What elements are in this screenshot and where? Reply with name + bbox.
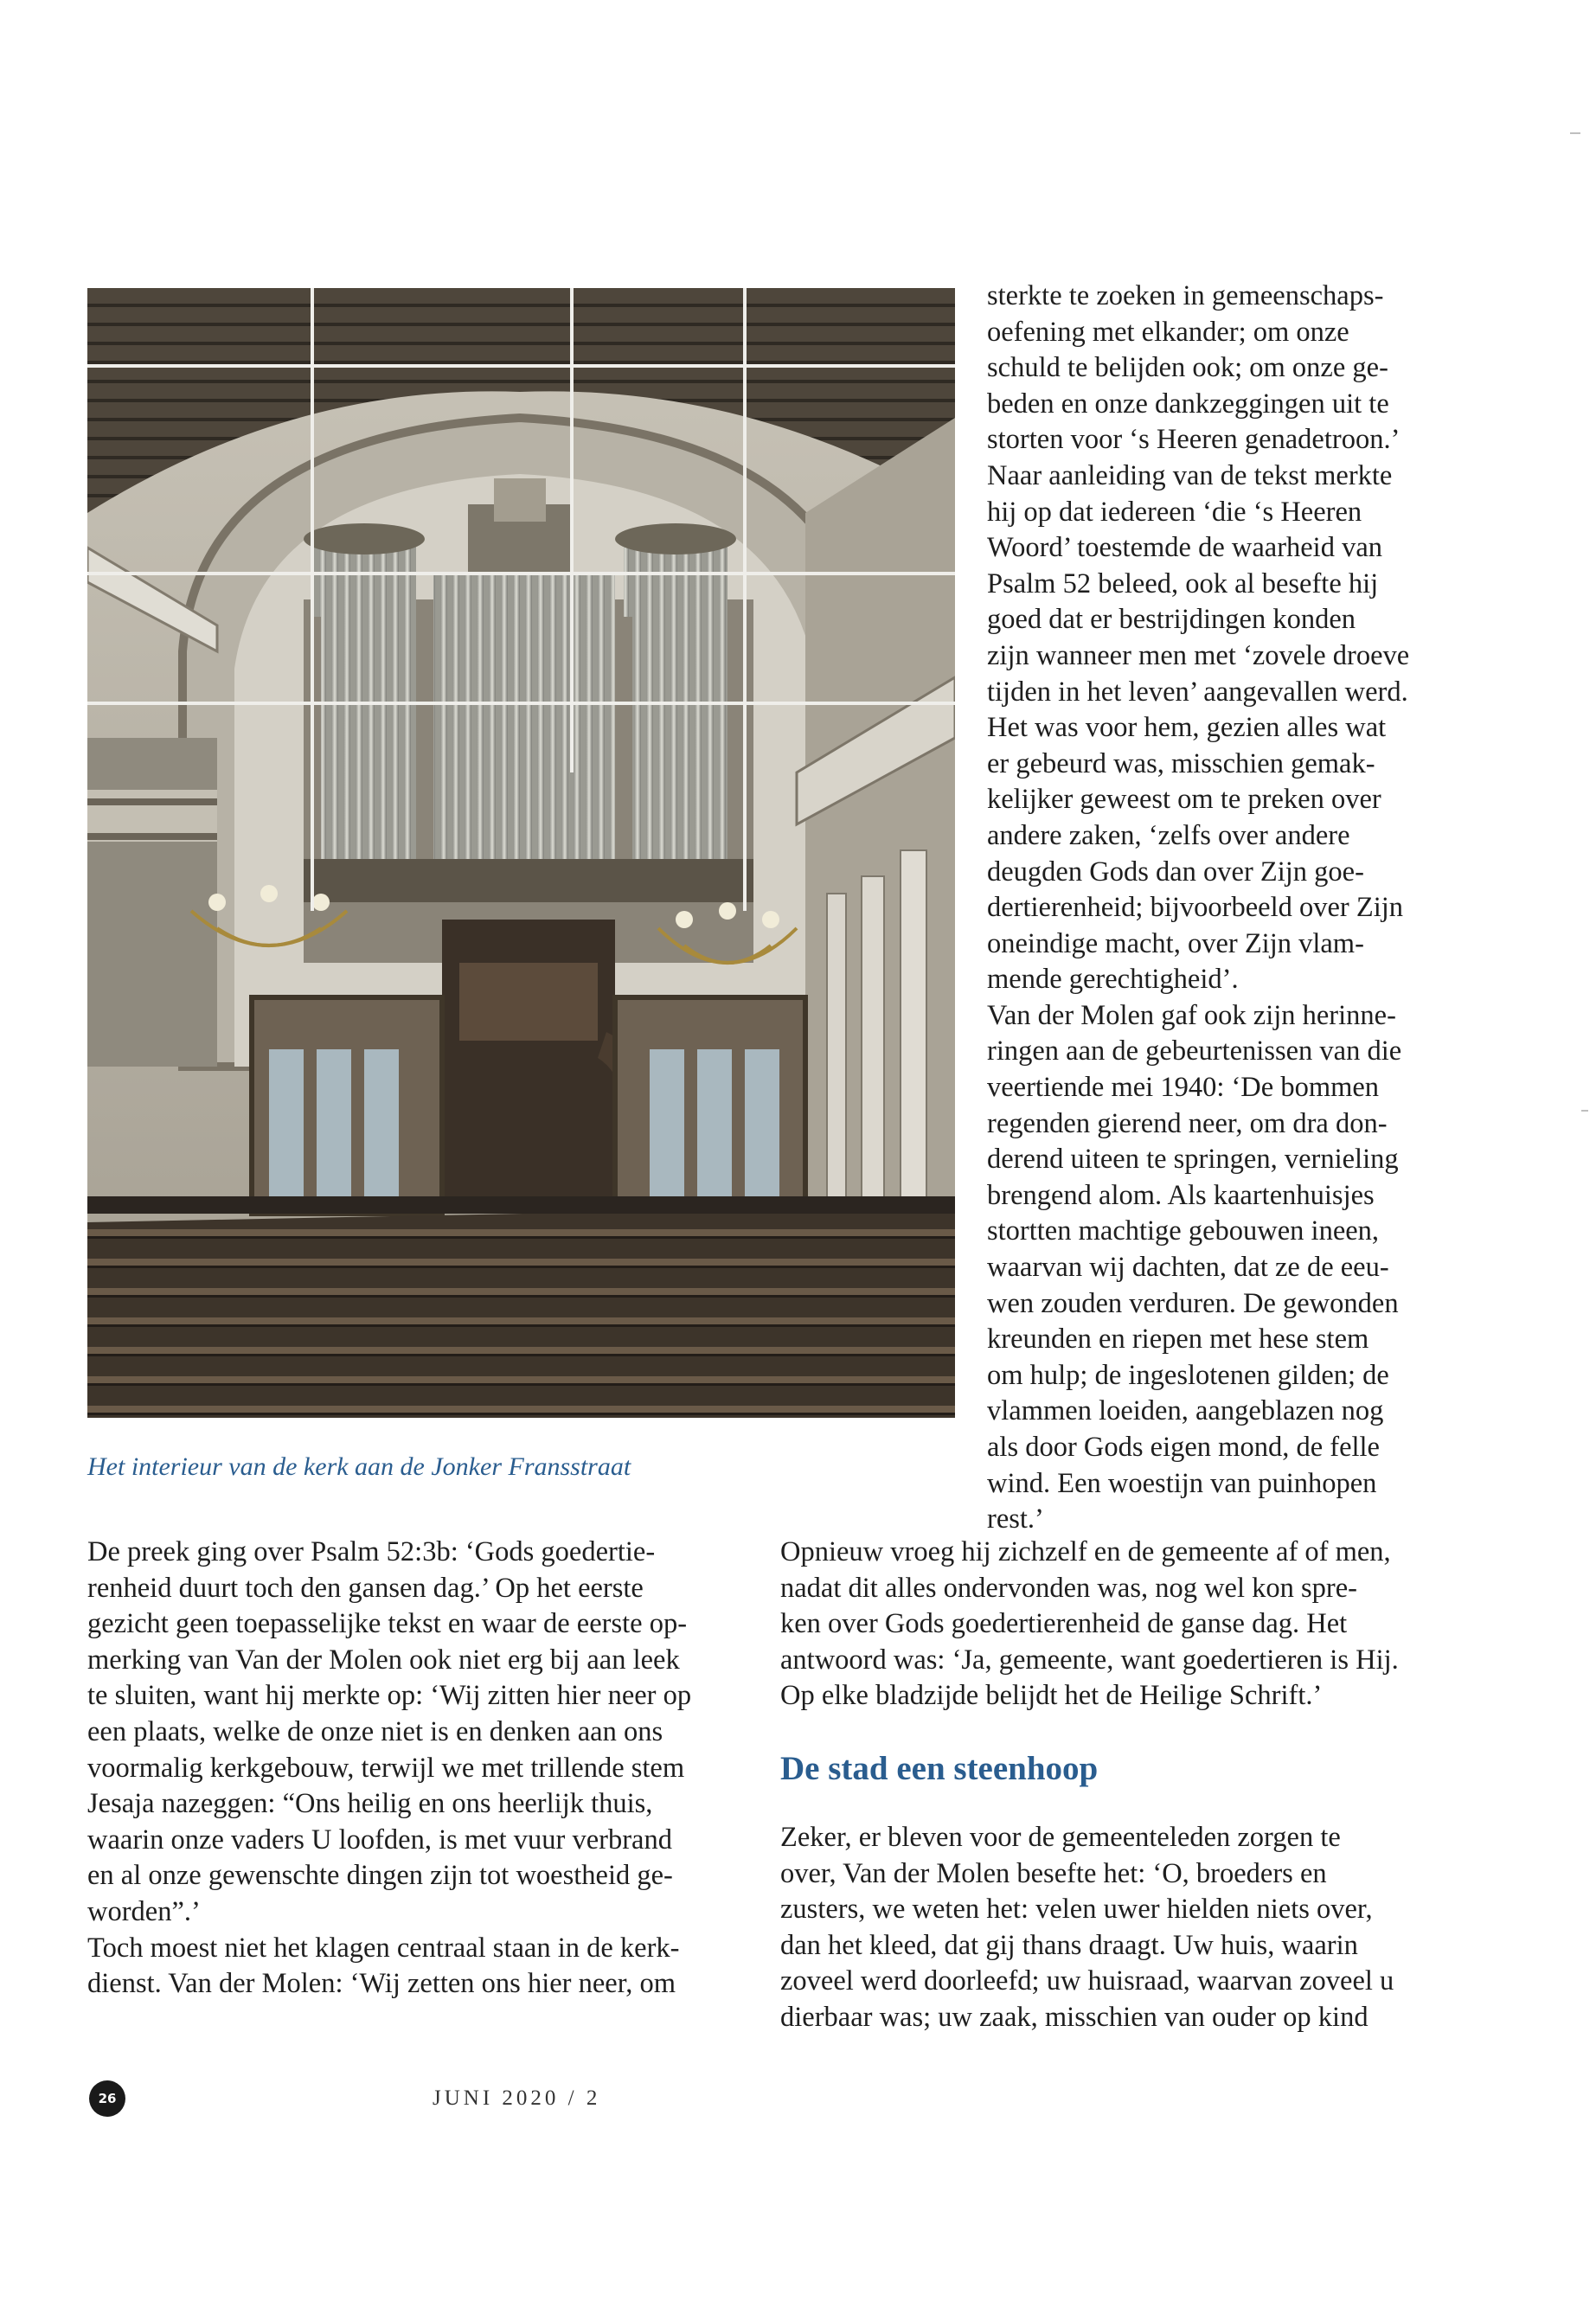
text-line: ken over Gods goedertierenheid de ganse dag. Het [780,1608,1348,1640]
text-line: ringen aan de gebeurtenissen van die [987,1035,1402,1067]
article-column-right-upper [780,1535,1455,1715]
text-line: Opnieuw vroeg hij zichzelf en de gemeente af of men, [780,1536,1391,1567]
text-line: merking van Van der Molen ook niet erg bij aan leek [87,1644,680,1676]
text-line: rest.’ [987,1503,1044,1535]
text-line: voormalig kerkgebouw, terwijl we met trillende stem [87,1752,685,1784]
text-line: nadat dit alles ondervonden was, nog wel kon spre- [780,1572,1357,1604]
text-line: Op elke bladzijde belijdt het de Heilige Schrift.’ [780,1680,1323,1712]
text-line: gezicht geen toepasselijke tekst en waar de eerste op- [87,1608,688,1640]
text-line: beden en onze dankzeggingen uit te [987,388,1389,420]
text-line: kreunden en riepen met hese stem [987,1324,1369,1356]
text-line: dierbaar was; uw zaak, misschien van ouder op kind [780,2001,1368,2033]
text-line: Het was voor hem, gezien alles wat [987,712,1387,744]
text-line: zijn wanneer men met ‘zovele droeve [987,639,1410,671]
text-line: veertiende mei 1940: ‘De bommen [987,1072,1380,1104]
text-line: Van der Molen gaf ook zijn herinne- [987,999,1396,1031]
church-interior-image [87,288,955,1418]
text-line: oefening met elkander; om onze [987,316,1349,348]
text-line: oneindige macht, over Zijn vlam- [987,927,1364,959]
text-line: brengend alom. Als kaartenhuisjes [987,1179,1375,1211]
text-line: zoveel werd doorleefd; uw huisraad, waarvan zoveel u [780,1965,1394,1997]
edge-mark-right [1581,1110,1588,1112]
text-line: wind. Een woestijn van puinhopen [987,1467,1377,1499]
text-line: waarin onze vaders U loofden, is met vuur verbrand [87,1823,672,1856]
text-line: Zeker, er bleven voor de gemeenteleden zorgen te [780,1822,1341,1853]
text-line: en al onze gewenschte dingen zijn tot woestheid ge- [87,1860,673,1892]
text-line: waarvan wij dachten, dat ze de eeu- [987,1252,1389,1284]
text-line: over, Van der Molen besefte het: ‘O, broeders en [780,1857,1327,1889]
text-line: antwoord was: ‘Ja, gemeente, want goedertieren is Hij. [780,1644,1399,1676]
text-line: sterkte te zoeken in gemeenschaps- [987,280,1384,311]
text-line: kelijker geweest om te preken over [987,784,1381,816]
text-line: Jesaja nazeggen: “Ons heilig en ons heerlijk thuis, [87,1788,653,1820]
text-line: dan het kleed, dat gij thans draagt. Uw huis, waarin [780,1929,1358,1961]
edge-mark-top [1570,132,1580,134]
text-line: tijden in het leven’ aangevallen werd. [987,676,1408,708]
text-line: goed dat er bestrijdingen konden [987,604,1356,636]
text-line: er gebeurd was, misschien gemak- [987,747,1375,779]
article-column-top [987,279,1471,1538]
text-line: Psalm 52 beleed, ook al besefte hij [987,567,1379,599]
text-line: storten voor ‘s Heeren genadetroon.’ [987,424,1401,456]
text-line: dienst. Van der Molen: ‘Wij zetten ons hier neer, om [87,1968,676,2000]
article-column-left [87,1535,727,2003]
text-line: renheid duurt toch den gansen dag.’ Op het eerste [87,1572,644,1604]
text-line: schuld te belijden ook; om onze ge- [987,352,1388,384]
text-line: hij op dat iedereen ‘die ‘s Heeren [987,496,1362,528]
text-line: worden”.’ [87,1895,201,1927]
text-line: om hulp; de ingeslotenen gilden; de [987,1359,1389,1391]
church-interior-photo [87,288,955,1418]
photo-caption: Het interieur van de kerk aan de Jonker Fransstraat [87,1452,631,1481]
page-number-badge: 26 [89,2080,125,2117]
text-line: vlammen loeiden, aangeblazen nog [987,1395,1384,1427]
text-line: stortten machtige gebouwen ineen, [987,1215,1380,1247]
text-line: andere zaken, ‘zelfs over andere [987,819,1350,851]
text-line: derend uiteen te springen, vernieling [987,1144,1399,1176]
text-line: De preek ging over Psalm 52:3b: ‘Gods goedertie- [87,1536,656,1567]
text-line: regenden gierend neer, om dra don- [987,1107,1388,1139]
text-line: als door Gods eigen mond, de felle [987,1432,1380,1463]
text-line: te sluiten, want hij merkte op: ‘Wij zitten hier neer op [87,1680,692,1712]
text-line: Toch moest niet het klagen centraal staan in de kerk- [87,1932,680,1964]
issue-label: JUNI 2020 / 2 [433,2086,601,2110]
text-line: een plaats, welke de onze niet is en denken aan ons [87,1715,663,1747]
text-line: wen zouden verduren. De gewonden [987,1287,1399,1319]
section-heading: De stad een steenhoop [780,1750,1099,1787]
article-column-right-lower [780,1820,1455,2036]
text-line: dertierenheid; bijvoorbeeld over Zijn [987,892,1404,924]
text-line: Woord’ toestemde de waarheid van [987,532,1383,564]
text-line: zusters, we weten het: velen uwer hielden niets over, [780,1894,1373,1926]
text-line: Naar aanleiding van de tekst merkte [987,459,1393,491]
text-line: deugden Gods dan over Zijn goe- [987,856,1364,888]
text-line: mende gerechtigheid’. [987,964,1239,996]
